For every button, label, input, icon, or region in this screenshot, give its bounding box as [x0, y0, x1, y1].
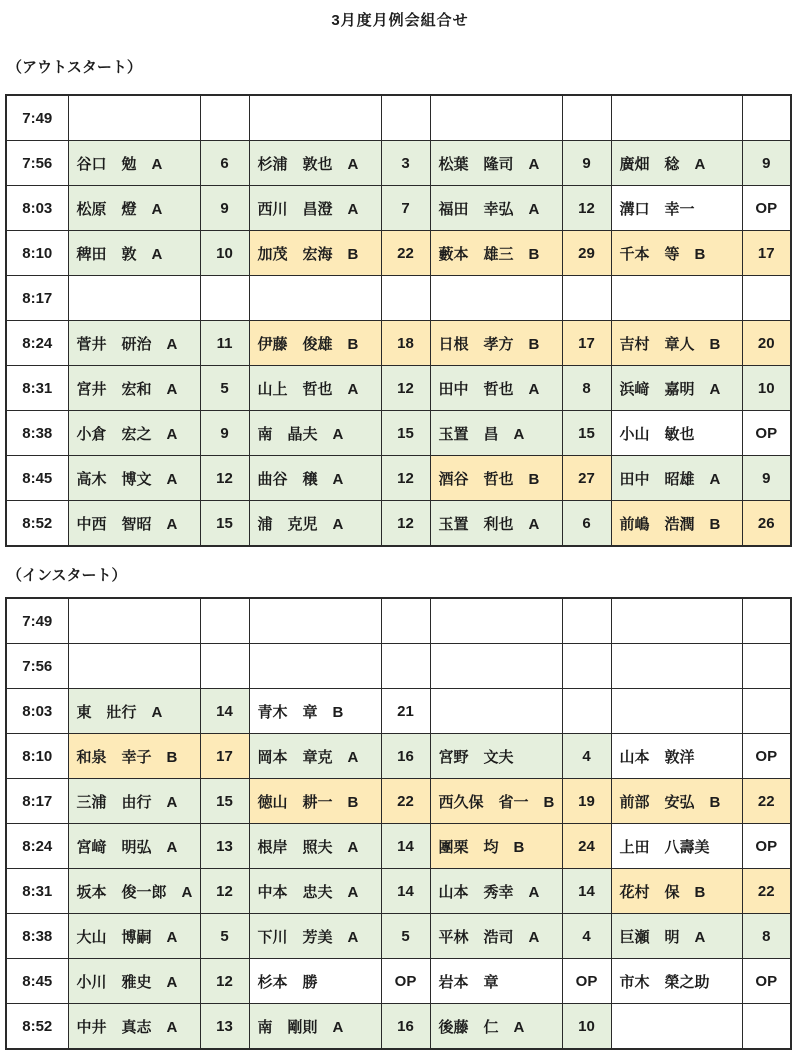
table-row	[6, 1004, 791, 1050]
player-name-cell	[611, 1004, 742, 1050]
player-name-cell: 田中 哲也 A	[430, 366, 562, 411]
player-name-cell: 浜﨑 嘉明 A	[611, 366, 742, 411]
player-name-cell: 稗田 敦 A	[68, 231, 200, 276]
player-name-cell	[430, 95, 562, 141]
player-name-cell: 高木 博文 A	[68, 456, 200, 501]
time-cell: 8:45	[6, 959, 68, 1004]
out-start-table-body	[6, 95, 791, 546]
player-name-cell	[430, 644, 562, 689]
handicap-cell: 24	[562, 824, 611, 869]
player-name-cell: 日根 孝方 B	[430, 321, 562, 366]
handicap-cell	[742, 644, 791, 689]
handicap-cell: 9	[742, 456, 791, 501]
player-name-cell	[68, 598, 200, 644]
handicap-cell: 8	[562, 366, 611, 411]
handicap-cell: 10	[742, 366, 791, 411]
table-row	[6, 824, 791, 869]
time-cell: 8:52	[6, 1004, 68, 1050]
handicap-cell: 9	[562, 141, 611, 186]
handicap-cell	[200, 598, 249, 644]
player-name-cell	[611, 644, 742, 689]
player-name-cell	[611, 95, 742, 141]
table-row	[6, 959, 791, 1004]
table-row	[6, 689, 791, 734]
player-name-cell: 山上 哲也 A	[249, 366, 381, 411]
handicap-cell	[200, 276, 249, 321]
time-cell: 8:24	[6, 321, 68, 366]
section-in-start-label: （インスタート）	[7, 567, 127, 584]
handicap-cell	[742, 95, 791, 141]
player-name-cell	[249, 276, 381, 321]
player-name-cell: 中本 忠夫 A	[249, 869, 381, 914]
handicap-cell: OP	[742, 734, 791, 779]
player-name-cell: 前嶋 浩潤 B	[611, 501, 742, 547]
table-row	[6, 141, 791, 186]
player-name-cell: 西久保 省一 B	[430, 779, 562, 824]
handicap-cell: 5	[200, 366, 249, 411]
time-cell: 8:31	[6, 869, 68, 914]
table-row	[6, 501, 791, 547]
handicap-cell: 14	[562, 869, 611, 914]
player-name-cell	[249, 95, 381, 141]
player-name-cell	[68, 644, 200, 689]
player-name-cell: 松葉 隆司 A	[430, 141, 562, 186]
player-name-cell: 伊藤 俊雄 B	[249, 321, 381, 366]
player-name-cell: 中西 智昭 A	[68, 501, 200, 547]
time-cell: 7:56	[6, 141, 68, 186]
player-name-cell: 前部 安弘 B	[611, 779, 742, 824]
table-row	[6, 779, 791, 824]
handicap-cell: 4	[562, 734, 611, 779]
player-name-cell: 下川 芳美 A	[249, 914, 381, 959]
player-name-cell: 大山 博嗣 A	[68, 914, 200, 959]
player-name-cell	[430, 276, 562, 321]
player-name-cell: 酒谷 哲也 B	[430, 456, 562, 501]
player-name-cell: 宮野 文夫	[430, 734, 562, 779]
handicap-cell: 4	[562, 914, 611, 959]
in-start-table	[5, 597, 792, 1050]
handicap-cell: 5	[381, 914, 430, 959]
handicap-cell: 29	[562, 231, 611, 276]
player-name-cell: 宮﨑 明弘 A	[68, 824, 200, 869]
handicap-cell: 12	[381, 501, 430, 547]
player-name-cell: 小川 雅史 A	[68, 959, 200, 1004]
player-name-cell: 溝口 幸一	[611, 186, 742, 231]
handicap-cell: 9	[200, 186, 249, 231]
player-name-cell: 曲谷 穣 A	[249, 456, 381, 501]
player-name-cell: 根岸 照夫 A	[249, 824, 381, 869]
time-cell: 8:45	[6, 456, 68, 501]
handicap-cell: 13	[200, 1004, 249, 1050]
time-cell: 8:10	[6, 231, 68, 276]
page-title: 3月度月例会組合せ	[331, 12, 469, 29]
handicap-cell	[742, 689, 791, 734]
player-name-cell: 岡本 章克 A	[249, 734, 381, 779]
player-name-cell: 巨瀬 明 A	[611, 914, 742, 959]
time-cell: 7:49	[6, 95, 68, 141]
handicap-cell: 7	[381, 186, 430, 231]
player-name-cell: 團栗 均 B	[430, 824, 562, 869]
time-cell: 8:24	[6, 824, 68, 869]
player-name-cell: 吉村 章人 B	[611, 321, 742, 366]
handicap-cell: 14	[381, 869, 430, 914]
handicap-cell: 15	[562, 411, 611, 456]
time-cell: 8:03	[6, 186, 68, 231]
handicap-cell	[381, 276, 430, 321]
player-name-cell: 田中 昭雄 A	[611, 456, 742, 501]
table-row	[6, 644, 791, 689]
player-name-cell: 谷口 勉 A	[68, 141, 200, 186]
handicap-cell: 15	[200, 779, 249, 824]
handicap-cell: 22	[742, 779, 791, 824]
handicap-cell: 8	[742, 914, 791, 959]
time-cell: 8:38	[6, 411, 68, 456]
player-name-cell: 山本 秀幸 A	[430, 869, 562, 914]
player-name-cell: 市木 榮之助	[611, 959, 742, 1004]
handicap-cell	[742, 1004, 791, 1050]
handicap-cell	[381, 644, 430, 689]
handicap-cell: OP	[562, 959, 611, 1004]
section-out-start	[0, 56, 800, 547]
time-cell: 8:38	[6, 914, 68, 959]
handicap-cell: OP	[381, 959, 430, 1004]
player-name-cell: 杉本 勝	[249, 959, 381, 1004]
section-out-start-label: （アウトスタート）	[7, 59, 142, 76]
time-cell: 7:49	[6, 598, 68, 644]
player-name-cell: 小倉 宏之 A	[68, 411, 200, 456]
player-name-cell: 平林 浩司 A	[430, 914, 562, 959]
table-row	[6, 869, 791, 914]
player-name-cell: 花村 保 B	[611, 869, 742, 914]
player-name-cell	[68, 276, 200, 321]
handicap-cell: 18	[381, 321, 430, 366]
table-row	[6, 95, 791, 141]
handicap-cell: 10	[200, 231, 249, 276]
handicap-cell: 19	[562, 779, 611, 824]
handicap-cell: 12	[200, 456, 249, 501]
handicap-cell: 16	[381, 734, 430, 779]
player-name-cell: 徳山 耕一 B	[249, 779, 381, 824]
handicap-cell: 11	[200, 321, 249, 366]
handicap-cell	[200, 95, 249, 141]
handicap-cell: 5	[200, 914, 249, 959]
handicap-cell: 22	[742, 869, 791, 914]
player-name-cell	[430, 689, 562, 734]
handicap-cell	[742, 276, 791, 321]
handicap-cell: OP	[742, 959, 791, 1004]
handicap-cell: OP	[742, 411, 791, 456]
handicap-cell: 9	[200, 411, 249, 456]
player-name-cell: 南 剛則 A	[249, 1004, 381, 1050]
table-row	[6, 411, 791, 456]
player-name-cell: 松原 燈 A	[68, 186, 200, 231]
out-start-table	[5, 94, 792, 547]
player-name-cell	[68, 95, 200, 141]
handicap-cell: 12	[381, 366, 430, 411]
player-name-cell: 玉置 利也 A	[430, 501, 562, 547]
handicap-cell: 21	[381, 689, 430, 734]
player-name-cell: 東 壯行 A	[68, 689, 200, 734]
handicap-cell: 10	[562, 1004, 611, 1050]
player-name-cell	[249, 598, 381, 644]
player-name-cell: 小山 敏也	[611, 411, 742, 456]
player-name-cell	[249, 644, 381, 689]
table-row	[6, 598, 791, 644]
player-name-cell: 藪本 雄三 B	[430, 231, 562, 276]
handicap-cell	[562, 95, 611, 141]
time-cell: 8:03	[6, 689, 68, 734]
player-name-cell: 加茂 宏海 B	[249, 231, 381, 276]
handicap-cell: 22	[381, 779, 430, 824]
handicap-cell: 15	[200, 501, 249, 547]
handicap-cell: 15	[381, 411, 430, 456]
handicap-cell: 12	[562, 186, 611, 231]
handicap-cell: 12	[381, 456, 430, 501]
handicap-cell: 17	[200, 734, 249, 779]
time-cell: 8:31	[6, 366, 68, 411]
player-name-cell	[430, 598, 562, 644]
table-row	[6, 321, 791, 366]
table-row	[6, 366, 791, 411]
player-name-cell	[611, 598, 742, 644]
handicap-cell	[562, 598, 611, 644]
player-name-cell: 菅井 研治 A	[68, 321, 200, 366]
player-name-cell: 千本 等 B	[611, 231, 742, 276]
player-name-cell: 上田 八壽美	[611, 824, 742, 869]
handicap-cell: 22	[381, 231, 430, 276]
table-row	[6, 914, 791, 959]
handicap-cell: 9	[742, 141, 791, 186]
player-name-cell: 中井 真志 A	[68, 1004, 200, 1050]
handicap-cell: 17	[562, 321, 611, 366]
handicap-cell	[200, 644, 249, 689]
player-name-cell: 浦 克児 A	[249, 501, 381, 547]
time-cell: 8:52	[6, 501, 68, 547]
table-row	[6, 734, 791, 779]
player-name-cell: 福田 幸弘 A	[430, 186, 562, 231]
player-name-cell: 坂本 俊一郎 A	[68, 869, 200, 914]
handicap-cell: 6	[200, 141, 249, 186]
player-name-cell: 後藤 仁 A	[430, 1004, 562, 1050]
player-name-cell: 岩本 章	[430, 959, 562, 1004]
player-name-cell: 青木 章 B	[249, 689, 381, 734]
table-row	[6, 186, 791, 231]
table-row	[6, 276, 791, 321]
handicap-cell: 17	[742, 231, 791, 276]
handicap-cell	[381, 598, 430, 644]
handicap-cell: OP	[742, 186, 791, 231]
handicap-cell: 6	[562, 501, 611, 547]
handicap-cell	[562, 276, 611, 321]
handicap-cell: 27	[562, 456, 611, 501]
player-name-cell	[611, 276, 742, 321]
player-name-cell: 山本 敦洋	[611, 734, 742, 779]
time-cell: 8:17	[6, 779, 68, 824]
handicap-cell	[742, 598, 791, 644]
handicap-cell: 13	[200, 824, 249, 869]
in-start-table-body	[6, 598, 791, 1049]
handicap-cell: 14	[381, 824, 430, 869]
section-in-start	[0, 564, 800, 1050]
handicap-cell	[562, 644, 611, 689]
handicap-cell	[381, 95, 430, 141]
time-cell: 7:56	[6, 644, 68, 689]
handicap-cell: OP	[742, 824, 791, 869]
handicap-cell: 14	[200, 689, 249, 734]
player-name-cell: 南 晶夫 A	[249, 411, 381, 456]
handicap-cell	[562, 689, 611, 734]
table-row	[6, 231, 791, 276]
handicap-cell: 3	[381, 141, 430, 186]
player-name-cell: 西川 昌澄 A	[249, 186, 381, 231]
handicap-cell: 26	[742, 501, 791, 547]
player-name-cell: 宮井 宏和 A	[68, 366, 200, 411]
time-cell: 8:10	[6, 734, 68, 779]
handicap-cell: 16	[381, 1004, 430, 1050]
time-cell: 8:17	[6, 276, 68, 321]
player-name-cell	[611, 689, 742, 734]
handicap-cell: 12	[200, 959, 249, 1004]
table-row	[6, 456, 791, 501]
handicap-cell: 20	[742, 321, 791, 366]
handicap-cell: 12	[200, 869, 249, 914]
player-name-cell: 三浦 由行 A	[68, 779, 200, 824]
player-name-cell: 杉浦 敦也 A	[249, 141, 381, 186]
player-name-cell: 和泉 幸子 B	[68, 734, 200, 779]
player-name-cell: 玉置 昌 A	[430, 411, 562, 456]
player-name-cell: 廣畑 稔 A	[611, 141, 742, 186]
